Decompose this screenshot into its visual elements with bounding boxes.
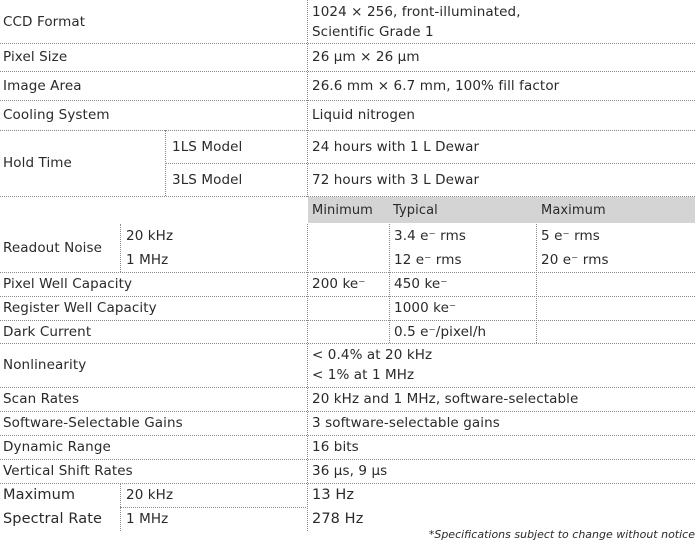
nonlinearity-label: Nonlinearity — [3, 357, 87, 373]
row-cooling-system — [0, 100, 695, 131]
row-nonlinearity — [0, 343, 695, 388]
readout-max-2: 20 e⁻ rms — [541, 252, 609, 268]
spectral-divider-v — [120, 483, 121, 531]
row-pixel-size — [0, 43, 695, 72]
hold-time-value-1: 24 hours with 1 L Dewar — [312, 138, 480, 155]
header-maximum: Maximum — [541, 202, 606, 218]
ccd-format-line-2: Scientific Grade 1 — [312, 23, 434, 40]
row-scan-rates — [0, 387, 695, 412]
value-column-divider-bottom — [307, 224, 308, 531]
spectral-label-1: Maximum — [3, 487, 76, 503]
pixel-size-label: Pixel Size — [3, 49, 68, 65]
footnote: *Specifications subject to change without notice — [428, 528, 695, 541]
row-register-well — [0, 296, 695, 321]
row-image-area — [0, 71, 695, 101]
row-dynamic-range — [0, 435, 695, 460]
typical-column-divider — [389, 224, 390, 343]
hold-time-model-2: 3LS Model — [172, 171, 243, 188]
spectral-freq-1: 20 kHz — [126, 487, 174, 503]
nonlinearity-line-1: < 0.4% at 20 kHz — [312, 347, 433, 363]
row-dark-current — [0, 320, 695, 344]
row-pixel-well — [0, 272, 695, 297]
row-column-headers — [0, 197, 695, 223]
hold-time-value-2: 72 hours with 3 L Dewar — [312, 171, 480, 188]
header-minimum: Minimum — [312, 202, 373, 218]
spectral-label-2: Spectral Rate — [3, 511, 103, 527]
readout-typ-2: 12 e⁻ rms — [394, 252, 462, 268]
image-area-value: 26.6 mm × 6.7 mm, 100% fill factor — [312, 77, 560, 94]
pixel-well-label: Pixel Well Capacity — [3, 276, 133, 292]
readout-freq-2: 1 MHz — [126, 252, 169, 268]
pixel-well-min: 200 ke⁻ — [312, 276, 366, 292]
register-well-typ: 1000 ke⁻ — [394, 300, 457, 316]
vshift-value: 36 µs, 9 µs — [312, 463, 388, 479]
hold-time-divider-v — [165, 130, 166, 196]
spectral-value-1: 13 Hz — [312, 487, 355, 503]
scan-rates-value: 20 kHz and 1 MHz, software-selectable — [312, 391, 579, 407]
row-hold-time — [0, 130, 695, 197]
row-vertical-shift — [0, 459, 695, 484]
readout-noise-label: Readout Noise — [3, 240, 103, 256]
dark-current-label: Dark Current — [3, 323, 92, 340]
vshift-label: Vertical Shift Rates — [3, 463, 133, 479]
dark-current-typ: 0.5 e⁻/pixel/h — [394, 323, 487, 340]
pixel-well-typ: 450 ke⁻ — [394, 276, 448, 292]
hold-time-model-1: 1LS Model — [172, 138, 243, 155]
nonlinearity-value — [312, 343, 432, 387]
row-ccd-format — [0, 0, 695, 44]
header-typical: Typical — [393, 202, 438, 218]
dynamic-range-label: Dynamic Range — [3, 439, 111, 455]
readout-max-1: 5 e⁻ rms — [541, 228, 600, 244]
row-gains — [0, 411, 695, 436]
readout-freq-1: 20 kHz — [126, 228, 174, 244]
row-spectral-rate — [0, 483, 695, 531]
maximum-column-divider — [536, 224, 537, 343]
gains-value: 3 software-selectable gains — [312, 415, 500, 431]
readout-typ-1: 3.4 e⁻ rms — [394, 228, 466, 244]
row-readout-noise — [0, 224, 695, 273]
dynamic-range-value: 16 bits — [312, 439, 359, 455]
ccd-format-value — [312, 0, 521, 43]
register-well-label: Register Well Capacity — [3, 300, 157, 316]
cooling-value: Liquid nitrogen — [312, 107, 416, 123]
readout-divider-v — [120, 224, 121, 272]
image-area-label: Image Area — [3, 77, 82, 94]
gains-label: Software-Selectable Gains — [3, 415, 183, 431]
nonlinearity-line-2: < 1% at 1 MHz — [312, 367, 415, 383]
ccd-format-label: CCD Format — [3, 13, 86, 30]
hold-time-label: Hold Time — [3, 155, 72, 171]
pixel-size-value: 26 µm × 26 µm — [312, 49, 420, 65]
scan-rates-label: Scan Rates — [3, 391, 80, 407]
value-column-divider-top — [307, 0, 308, 197]
spectral-value-2: 278 Hz — [312, 511, 364, 527]
spectral-freq-2: 1 MHz — [126, 511, 169, 527]
ccd-format-line-1: 1024 × 256, front-illuminated, — [312, 3, 521, 20]
cooling-label: Cooling System — [3, 107, 110, 123]
